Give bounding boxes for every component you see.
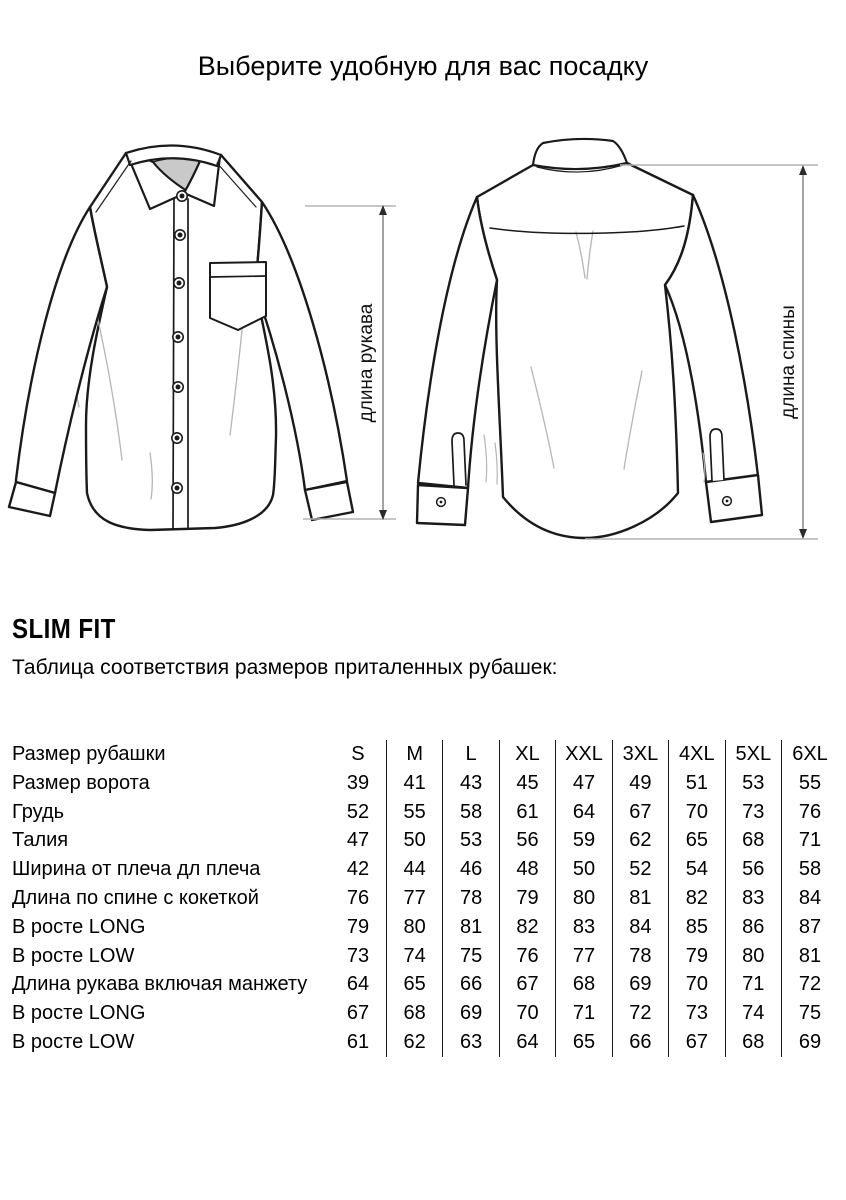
size-column-header: S: [330, 740, 386, 769]
page-title: Выберите удобную для вас посадку: [197, 51, 649, 81]
size-value: 86: [725, 913, 781, 942]
size-value: 46: [443, 855, 499, 884]
size-value: 62: [386, 1028, 442, 1057]
size-value: 70: [669, 798, 725, 827]
size-value: 51: [669, 769, 725, 798]
size-value: 79: [330, 913, 386, 942]
size-table-row: [12, 999, 838, 1028]
size-value: 67: [612, 798, 668, 827]
size-value: 76: [499, 942, 555, 971]
size-value: 71: [725, 970, 781, 999]
shirt-back-drawing: [400, 135, 846, 555]
size-value: 52: [330, 798, 386, 827]
size-value: 72: [798, 973, 822, 996]
size-value: 52: [612, 855, 668, 884]
back-right-cuff: [706, 475, 762, 522]
size-value: 50: [386, 826, 442, 855]
front-pocket: [210, 262, 266, 330]
size-value: 58: [798, 858, 822, 881]
size-value: 47: [330, 826, 386, 855]
size-value: 80: [386, 913, 442, 942]
size-table-row: [12, 913, 838, 942]
size-table-row: [12, 798, 838, 827]
size-value: 74: [725, 999, 781, 1028]
size-column-header: M: [386, 740, 442, 769]
row-label: Талия: [12, 829, 69, 852]
size-column-header: XXL: [556, 740, 612, 769]
size-value: 76: [330, 884, 386, 913]
size-value: 61: [330, 1028, 386, 1057]
size-value: 73: [669, 999, 725, 1028]
size-value: 66: [443, 970, 499, 999]
size-value: 72: [612, 999, 668, 1028]
size-value: 48: [499, 855, 555, 884]
shirt-front-figure: [0, 135, 400, 555]
size-value: 82: [669, 884, 725, 913]
row-label-header: Размер рубашки: [12, 743, 166, 765]
size-column-header: 3XL: [612, 740, 668, 769]
size-value: 79: [499, 884, 555, 913]
size-value: 87: [798, 915, 822, 938]
size-value: 80: [556, 884, 612, 913]
size-value: 73: [725, 798, 781, 827]
size-value: 69: [798, 1030, 822, 1053]
size-value: 63: [443, 1028, 499, 1057]
size-value: 67: [499, 970, 555, 999]
size-value: 81: [443, 913, 499, 942]
back-left-placket: [452, 433, 466, 485]
back-collar: [533, 139, 627, 169]
shirt-front-drawing: [0, 135, 400, 555]
size-value: 44: [386, 855, 442, 884]
row-label: В росте LONG: [12, 1002, 146, 1025]
size-value: 61: [499, 798, 555, 827]
size-value: 68: [725, 1028, 781, 1057]
size-value: 41: [386, 769, 442, 798]
size-value: 69: [443, 999, 499, 1028]
size-value: 56: [725, 855, 781, 884]
size-value: 65: [556, 1028, 612, 1057]
size-value: 66: [612, 1028, 668, 1057]
size-value: 54: [669, 855, 725, 884]
size-value: 68: [725, 826, 781, 855]
size-value: 77: [556, 942, 612, 971]
size-value: 71: [798, 829, 822, 852]
front-right-cuff: [305, 482, 353, 520]
size-value: 64: [556, 798, 612, 827]
size-table-row: [12, 1028, 838, 1057]
size-value: 68: [386, 999, 442, 1028]
size-value: 70: [669, 970, 725, 999]
size-value: 55: [798, 771, 822, 794]
size-value: 71: [556, 999, 612, 1028]
size-table-container: [12, 740, 838, 1057]
size-value: 79: [669, 942, 725, 971]
size-value: 67: [330, 999, 386, 1028]
size-column-header: XL: [499, 740, 555, 769]
size-value: 59: [556, 826, 612, 855]
size-value: 75: [443, 942, 499, 971]
size-value: 85: [669, 913, 725, 942]
size-value: 55: [386, 798, 442, 827]
size-value: 83: [556, 913, 612, 942]
row-label: Длина рукава включая манжету: [12, 973, 308, 996]
back-body: [477, 158, 693, 538]
size-column-header: 6XL: [792, 743, 828, 765]
row-label: В росте LOW: [12, 944, 135, 967]
size-table: [12, 740, 838, 1057]
size-value: 67: [669, 1028, 725, 1057]
size-value: 39: [330, 769, 386, 798]
size-value: 83: [725, 884, 781, 913]
size-value: 70: [499, 999, 555, 1028]
size-value: 42: [330, 855, 386, 884]
size-table-row: [12, 769, 838, 798]
size-value: 49: [612, 769, 668, 798]
size-table-row: [12, 970, 838, 999]
size-value: 62: [612, 826, 668, 855]
size-value: 53: [725, 769, 781, 798]
size-table-body: [12, 740, 838, 1057]
size-value: 43: [443, 769, 499, 798]
size-value: 74: [386, 942, 442, 971]
size-value: 50: [556, 855, 612, 884]
size-value: 73: [330, 942, 386, 971]
size-value: 75: [798, 1002, 822, 1025]
size-table-row: [12, 826, 838, 855]
size-value: 80: [725, 942, 781, 971]
back-length-label: длина спины: [778, 305, 799, 419]
fit-heading: SLIM FIT: [12, 613, 116, 644]
shirt-back-figure: [400, 135, 846, 555]
size-value: 56: [499, 826, 555, 855]
size-value: 82: [499, 913, 555, 942]
size-table-row: [12, 855, 838, 884]
size-table-row: [12, 942, 838, 971]
size-value: 45: [499, 769, 555, 798]
size-value: 47: [556, 769, 612, 798]
size-column-header: 4XL: [669, 740, 725, 769]
size-value: 77: [386, 884, 442, 913]
back-right-placket: [710, 429, 724, 481]
size-column-header: 5XL: [725, 740, 781, 769]
size-value: 65: [386, 970, 442, 999]
size-value: 81: [612, 884, 668, 913]
row-label: Ширина от плеча дл плеча: [12, 858, 261, 881]
size-value: 78: [443, 884, 499, 913]
size-value: 65: [669, 826, 725, 855]
sleeve-length-label: длина рукава: [356, 303, 377, 423]
size-value: 58: [443, 798, 499, 827]
size-value: 64: [330, 970, 386, 999]
table-subtitle: Таблица соответствия размеров приталенных рубашек:: [12, 656, 558, 679]
row-label: Размер ворота: [12, 771, 150, 794]
size-value: 84: [798, 886, 822, 909]
size-value: 76: [798, 800, 822, 823]
size-value: 69: [612, 970, 668, 999]
row-label: В росте LONG: [12, 915, 146, 938]
size-table-header-row: [12, 740, 838, 769]
size-value: 64: [499, 1028, 555, 1057]
size-table-row: [12, 884, 838, 913]
row-label: В росте LOW: [12, 1030, 135, 1053]
size-column-header: L: [443, 740, 499, 769]
size-value: 68: [556, 970, 612, 999]
size-value: 84: [612, 913, 668, 942]
size-value: 81: [798, 944, 822, 967]
row-label: Длина по спине с кокеткой: [12, 886, 259, 909]
row-label: Грудь: [12, 800, 65, 823]
size-value: 53: [443, 826, 499, 855]
size-value: 78: [612, 942, 668, 971]
